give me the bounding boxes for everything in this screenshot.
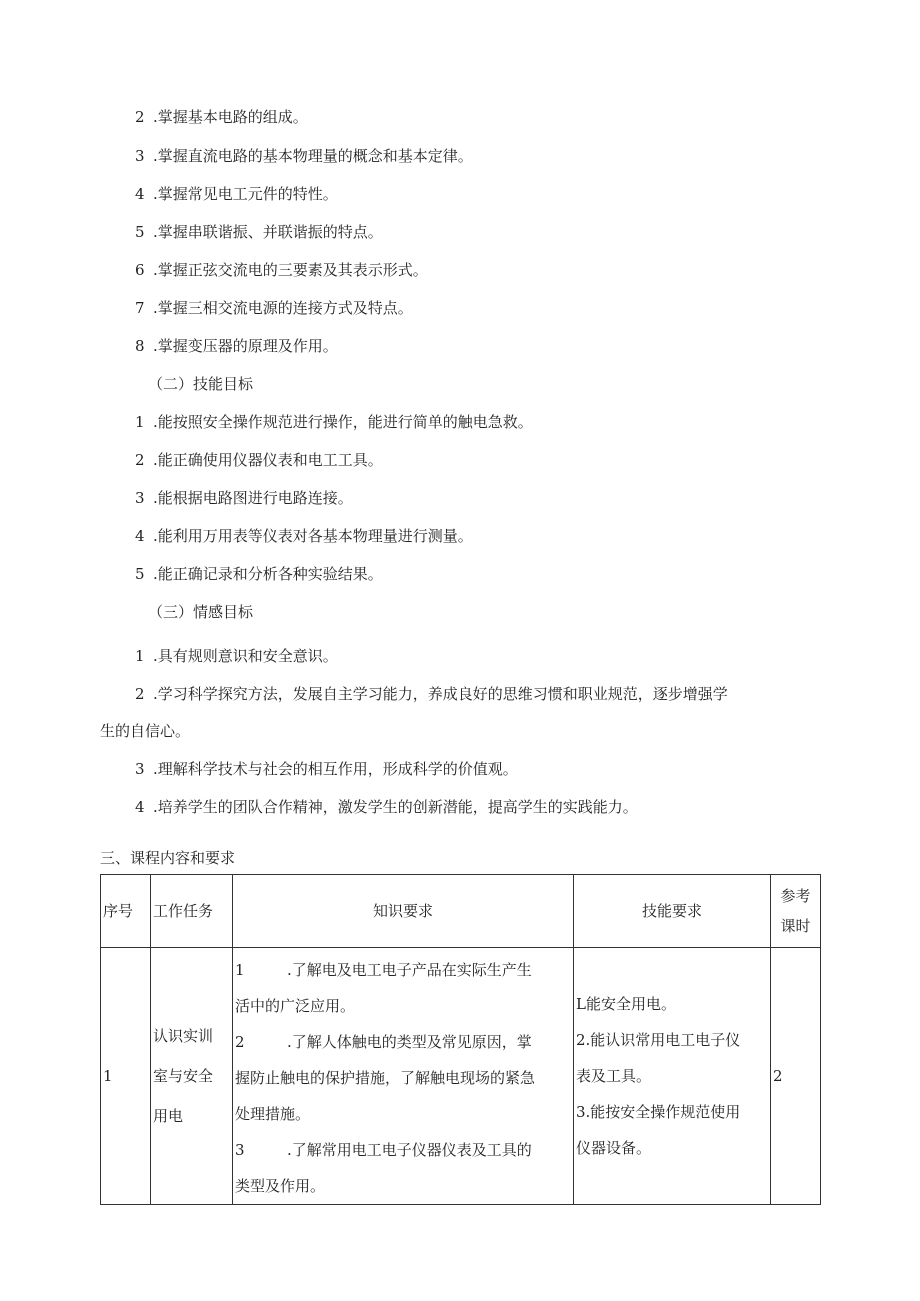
- knowledge-line: 类型及作用。: [235, 1177, 326, 1195]
- item-text: .掌握正弦交流电的三要素及其表示形式。: [153, 261, 428, 279]
- skill-line: 仪器设备。: [576, 1139, 652, 1157]
- list-item: [135, 107, 308, 127]
- cell-index: 1: [101, 948, 151, 1205]
- item-text: .能正确使用仪器仪表和电工工具。: [153, 451, 383, 469]
- list-item: [135, 797, 638, 817]
- cell-hours: 2: [771, 948, 821, 1205]
- item-text: .理解科学技术与社会的相互作用，形成科学的价值观。: [153, 760, 518, 778]
- section-title: 三、课程内容和要求: [100, 849, 236, 867]
- table-row: [101, 948, 821, 1205]
- list-item: [135, 646, 338, 666]
- item-number: 6: [135, 261, 145, 279]
- skill-line: 3.能按安全操作规范使用: [576, 1103, 741, 1121]
- list-item: [135, 684, 728, 704]
- item-number: 4: [135, 527, 145, 545]
- header-knowledge: 知识要求: [233, 875, 574, 948]
- item-text: .具有规则意识和安全意识。: [153, 647, 338, 665]
- knowledge-line: 握防止触电的保护措施，了解触电现场的紧急: [235, 1069, 536, 1087]
- knowledge-line: 处理措施。: [235, 1105, 311, 1123]
- item-text: .能正确记录和分析各种实验结果。: [153, 565, 383, 583]
- knowledge-line: 活中的广泛应用。: [235, 997, 356, 1015]
- item-number: 5: [135, 223, 145, 241]
- cell-skill: [574, 948, 771, 1205]
- list-item-continuation: 生的自信心。: [100, 722, 191, 740]
- item-number: 2: [135, 108, 145, 126]
- skill-goals-heading: （二）技能目标: [148, 375, 254, 393]
- header-skill: 技能要求: [574, 875, 771, 948]
- item-text: .培养学生的团队合作精神，激发学生的创新潜能，提高学生的实践能力。: [153, 798, 638, 816]
- item-text: .掌握三相交流电源的连接方式及特点。: [153, 299, 413, 317]
- cell-task: 认识实训 室与安全 用电: [151, 948, 233, 1205]
- knowledge-line: 2 .了解人体触电的类型及常见原因，掌: [235, 1033, 532, 1051]
- item-text: .学习科学探究方法，发展自主学习能力，养成良好的思维习惯和职业规范，逐步增强学: [153, 685, 728, 703]
- knowledge-line: 1 .了解电及电工电子产品在实际生产生: [235, 961, 532, 979]
- header-task: 工作任务: [151, 875, 233, 948]
- item-number: 1: [135, 647, 145, 665]
- item-number: 4: [135, 185, 145, 203]
- list-item: [135, 412, 533, 432]
- list-item: [135, 298, 413, 318]
- list-item: [135, 450, 383, 470]
- item-number: 3: [135, 147, 145, 165]
- header-hours: 参考 课时: [771, 875, 821, 948]
- list-item: [135, 759, 518, 779]
- skill-line: L能安全用电。: [576, 995, 676, 1013]
- item-number: 2: [135, 685, 145, 703]
- item-text: .掌握串联谐振、并联谐振的特点。: [153, 223, 383, 241]
- item-text: .掌握常见电工元件的特性。: [153, 185, 338, 203]
- item-number: 3: [135, 489, 145, 507]
- item-text: .掌握基本电路的组成。: [153, 108, 308, 126]
- list-item: [135, 146, 473, 166]
- emotion-goals-heading: （三）情感目标: [148, 603, 254, 621]
- list-item: [135, 222, 383, 242]
- skill-line: 表及工具。: [576, 1067, 652, 1085]
- item-number: 8: [135, 337, 145, 355]
- skill-line: 2.能认识常用电工电子仪: [576, 1031, 741, 1049]
- item-text: .能利用万用表等仪表对各基本物理量进行测量。: [153, 527, 473, 545]
- item-number: 1: [135, 413, 145, 431]
- item-text: .掌握变压器的原理及作用。: [153, 337, 338, 355]
- item-number: 4: [135, 798, 145, 816]
- item-text: .能根据电路图进行电路连接。: [153, 489, 353, 507]
- item-number: 7: [135, 299, 145, 317]
- table-header-row: [101, 875, 821, 948]
- item-text: .掌握直流电路的基本物理量的概念和基本定律。: [153, 147, 473, 165]
- list-item: [135, 260, 428, 280]
- list-item: [135, 336, 338, 356]
- cell-knowledge: [233, 948, 574, 1205]
- list-item: [135, 184, 338, 204]
- list-item: [135, 526, 473, 546]
- item-number: 2: [135, 451, 145, 469]
- list-item: [135, 564, 383, 584]
- item-text: .能按照安全操作规范进行操作，能进行简单的触电急救。: [153, 413, 533, 431]
- item-number: 5: [135, 565, 145, 583]
- header-index: 序号: [101, 875, 151, 948]
- list-item: [135, 488, 353, 508]
- item-number: 3: [135, 760, 145, 778]
- knowledge-line: 3 .了解常用电工电子仪器仪表及工具的: [235, 1141, 532, 1159]
- course-content-table: [100, 874, 821, 1205]
